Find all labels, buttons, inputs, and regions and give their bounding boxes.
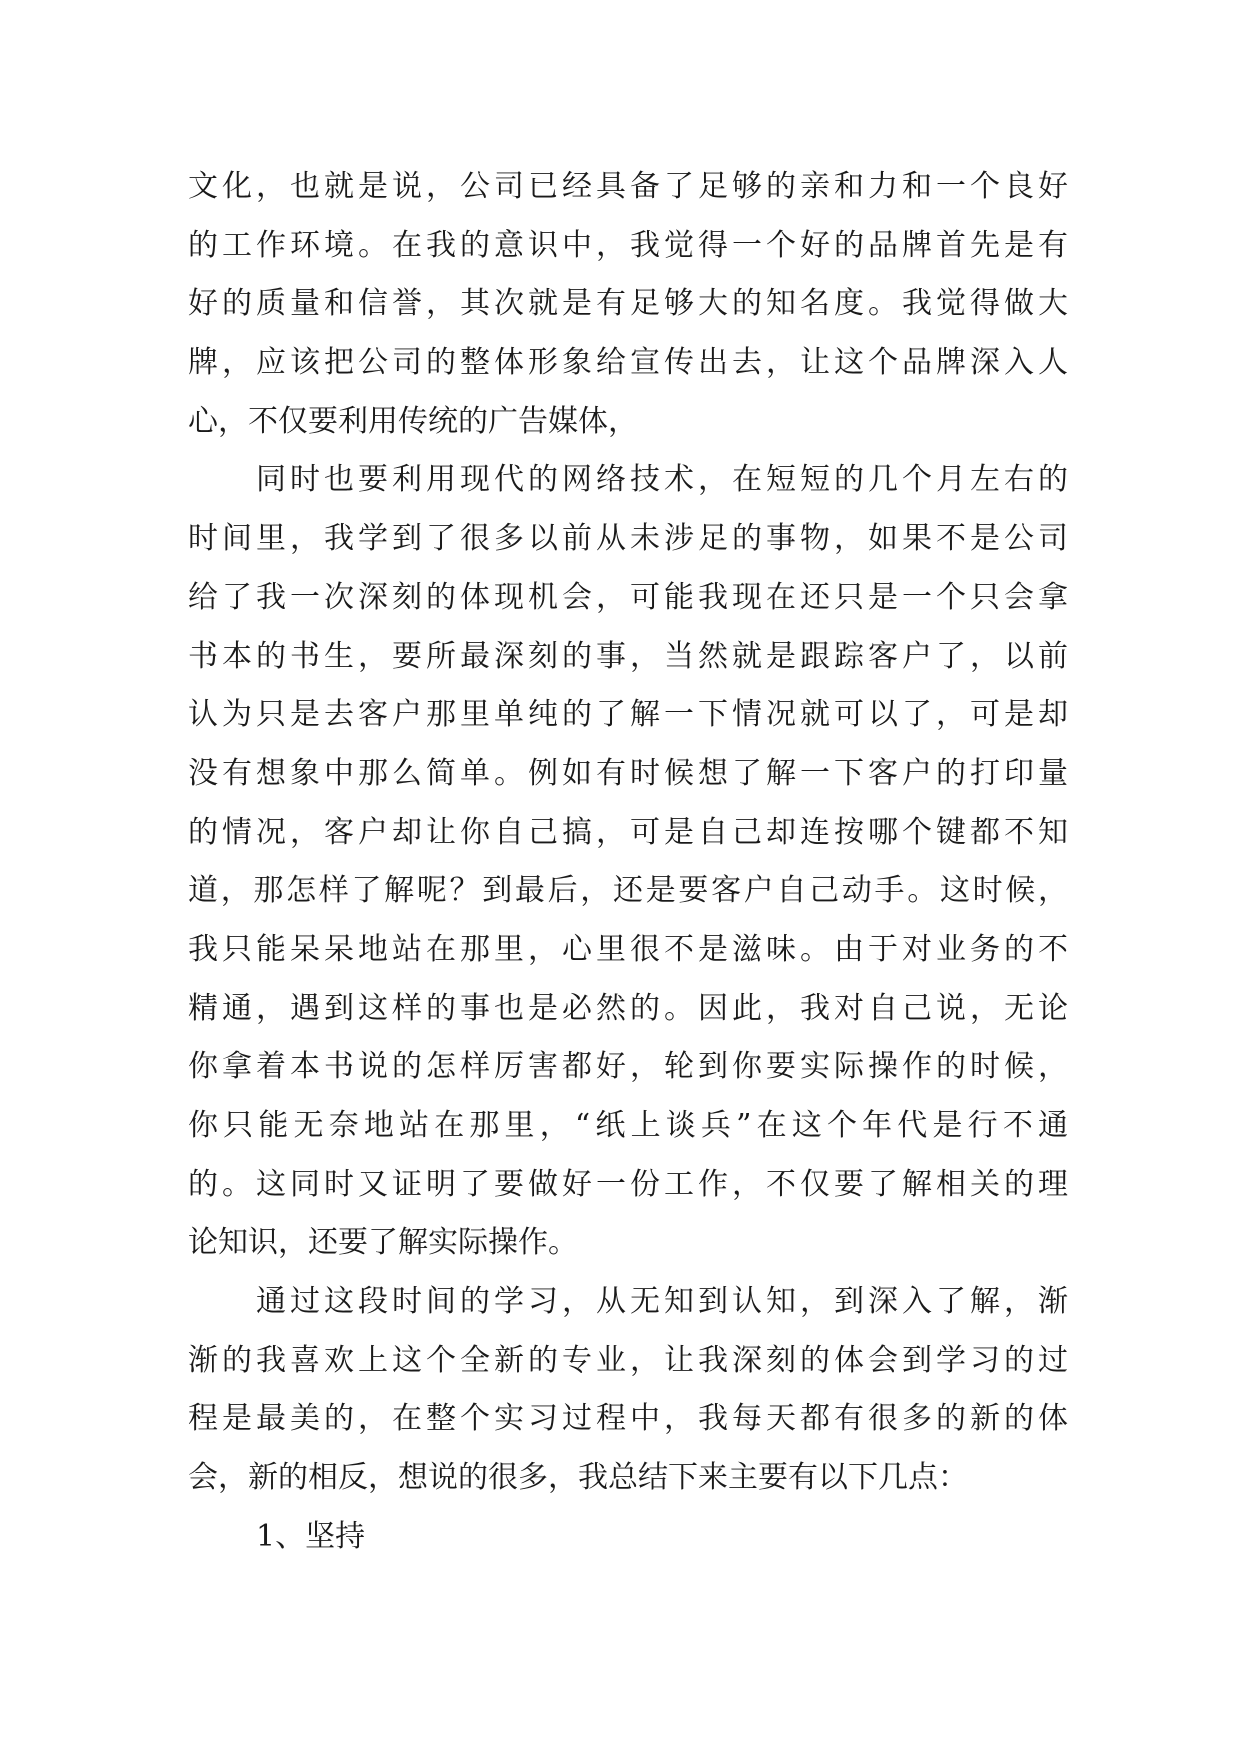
paragraph (188, 158, 1068, 451)
text-line: 好的质量和信誉，其次就是有足够大的知名度。我觉得做大 (188, 286, 1068, 322)
text-line: 你拿着本书说的怎样厉害都好，轮到你要实际操作的时候， (188, 1049, 1068, 1085)
text-line: 的工作环境。在我的意识中，我觉得一个好的品牌首先是有 (188, 227, 1068, 263)
text-line: 心，不仅要利用传统的广告媒体， (188, 403, 638, 439)
text-line: 时间里，我学到了很多以前从未涉足的事物，如果不是公司 (188, 521, 1068, 557)
text-line: 我只能呆呆地站在那里，心里很不是滋味。由于对业务的不 (188, 931, 1068, 967)
text-line: 的。这同时又证明了要做好一份工作，不仅要了解相关的理 (188, 1166, 1068, 1202)
text-line: 道，那怎样了解呢？到最后，还是要客户自己动手。这时候， (188, 873, 1068, 909)
text-line: 论知识，还要了解实际操作。 (188, 1225, 578, 1261)
text-line: 1、坚持 (256, 1518, 366, 1554)
paragraph (188, 1508, 1068, 1567)
text-line: 会，新的相反，想说的很多，我总结下来主要有以下几点： (188, 1460, 968, 1496)
paragraph (188, 451, 1068, 1273)
text-line: 没有想象中那么简单。例如有时候想了解一下客户的打印量 (188, 755, 1068, 791)
document-body (188, 158, 1068, 1567)
text-line: 的情况，客户却让你自己搞，可是自己却连按哪个键都不知 (188, 814, 1068, 850)
text-line: 同时也要利用现代的网络技术，在短短的几个月左右的 (256, 462, 1068, 498)
paragraph (188, 1273, 1068, 1508)
text-line: 认为只是去客户那里单纯的了解一下情况就可以了，可是却 (188, 697, 1068, 733)
text-line: 给了我一次深刻的体现机会，可能我现在还只是一个只会拿 (188, 579, 1068, 615)
text-line: 渐的我喜欢上这个全新的专业，让我深刻的体会到学习的过 (188, 1342, 1068, 1378)
text-line: 你只能无奈地站在那里，“纸上谈兵”在这个年代是行不通 (188, 1108, 1068, 1143)
text-line: 通过这段时间的学习，从无知到认知，到深入了解，渐 (256, 1284, 1068, 1320)
text-line: 程是最美的，在整个实习过程中，我每天都有很多的新的体 (188, 1401, 1068, 1437)
text-line: 文化，也就是说，公司已经具备了足够的亲和力和一个良好 (188, 169, 1068, 204)
text-line: 牌，应该把公司的整体形象给宣传出去，让这个品牌深入人 (188, 345, 1068, 381)
text-line: 精通，遇到这样的事也是必然的。因此，我对自己说，无论 (188, 990, 1068, 1026)
text-line: 书本的书生，要所最深刻的事，当然就是跟踪客户了，以前 (188, 638, 1068, 674)
